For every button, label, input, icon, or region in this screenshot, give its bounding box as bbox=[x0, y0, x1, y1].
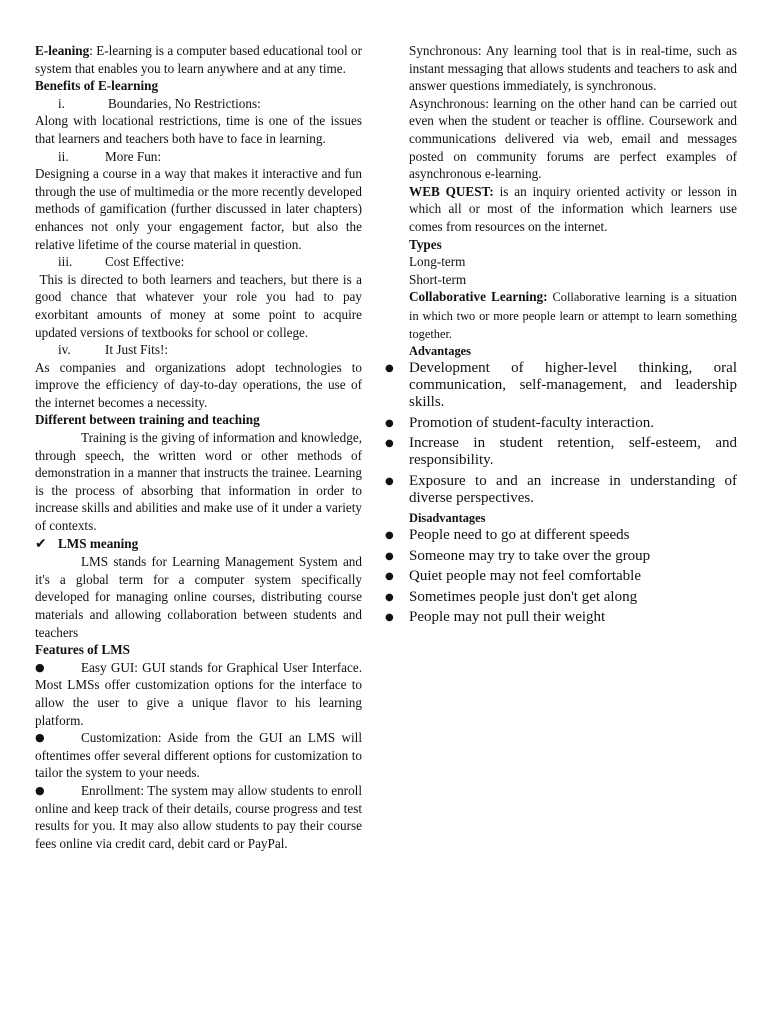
benefit-title: More Fun: bbox=[105, 148, 162, 164]
feature-text: Easy GUI: GUI stands for Graphical User Interface. Most LMSs offer customization options for the interface to allow the user to give a unique flavor to his learning platform. bbox=[35, 659, 362, 728]
collaborative-def-text: Collaborative learning is a situation in which two or more people learn or attempt to learn something together. bbox=[409, 290, 737, 341]
benefit-number: iii. bbox=[58, 254, 73, 270]
type-item: Short-term bbox=[409, 271, 467, 287]
right-column bbox=[385, 42, 737, 630]
feature-item bbox=[35, 659, 362, 729]
synchronous-text: Synchronous: Any learning tool that is in real-time, such as instant messaging that allows students and teachers to ask and answer questions immediately, is synchronous. bbox=[409, 43, 737, 94]
bullet-icon: ● bbox=[385, 363, 394, 375]
collaborative-definition bbox=[409, 288, 737, 343]
lms-heading-row bbox=[35, 535, 362, 554]
benefit-number: iv. bbox=[58, 342, 71, 358]
list-item bbox=[385, 547, 737, 565]
benefit-text: As companies and organizations adopt technologies to improve the efficiency of day-to-day operations, the use of the internet becomes a necessity. bbox=[35, 359, 362, 410]
list-item bbox=[385, 609, 737, 626]
feature-item bbox=[35, 782, 362, 852]
benefit-title: Cost Effective: bbox=[105, 254, 185, 270]
disadvantages-heading: Disadvantages bbox=[409, 511, 486, 526]
webquest-definition bbox=[409, 183, 737, 236]
list-item bbox=[385, 435, 737, 469]
disadvantage-text: People may not pull their weight bbox=[409, 609, 606, 626]
disadvantage-text: Sometimes people just don't get along bbox=[409, 588, 638, 605]
types-heading: Types bbox=[409, 236, 442, 252]
bullet-icon: ● bbox=[35, 660, 45, 674]
elearning-term: E-leaning bbox=[35, 43, 90, 58]
advantage-text: Increase in student retention, self-esteem, and responsibility. bbox=[409, 435, 737, 469]
bullet-icon: ● bbox=[385, 591, 394, 603]
left-column bbox=[35, 42, 366, 852]
webquest-term: WEB QUEST: bbox=[409, 183, 494, 199]
bullet-icon: ● bbox=[385, 475, 394, 487]
feature-text: Enrollment: The system may allow students to enroll online and keep track of their details, course progress and test results for you. It may also allow students to pay their course fees online via credit card, debit card or PayPal. bbox=[35, 782, 362, 851]
benefit-text: Designing a course in a way that makes it interactive and fun through the use of multimedia or the more recently developed methods of gamification (further discussed in later chapters) enhances not only your engagement factor, but also the relative lifetime of the course material in question. bbox=[35, 166, 362, 252]
webquest-def-text: is an inquiry oriented activity or lesson in which all or most of the information which learners use comes from resources on the internet. bbox=[409, 183, 737, 234]
bullet-icon: ● bbox=[385, 417, 394, 429]
features-heading: Features of LMS bbox=[35, 642, 130, 658]
bullet-icon: ● bbox=[385, 438, 394, 450]
disadvantage-text: Someone may try to take over the group bbox=[409, 547, 651, 564]
benefit-text: Along with locational restrictions, time is one of the issues that learners and teachers both have to face in learning. bbox=[35, 113, 362, 146]
benefit-number: ii. bbox=[58, 148, 69, 164]
benefits-heading: Benefits of E-learning bbox=[35, 78, 159, 94]
elearning-def-text: : E-learning is a computer based educational tool or system that enables you to learn anywhere and at any time. bbox=[35, 43, 362, 76]
advantage-text: Development of higher-level thinking, oral communication, self-management, and leadership skills. bbox=[409, 360, 737, 411]
benefit-number: i. bbox=[58, 95, 65, 111]
bullet-icon: ● bbox=[385, 571, 394, 583]
benefit-item-title bbox=[35, 253, 362, 271]
lms-text: LMS stands for Learning Management System and it's a global term for a computer system specifically developed for managing online courses, distributing course materials and allowing collaboration between students and teachers bbox=[35, 554, 362, 640]
bullet-icon: ● bbox=[385, 550, 394, 562]
feature-item bbox=[35, 729, 362, 782]
list-item bbox=[385, 414, 737, 432]
lms-heading: LMS meaning bbox=[58, 535, 139, 551]
checkmark-icon: ✔ bbox=[35, 535, 47, 552]
advantages-heading: Advantages bbox=[409, 343, 471, 358]
bullet-icon: ● bbox=[35, 783, 45, 797]
difference-text: Training is the giving of information and knowledge, through speech, the written word or other methods of demonstration in a manner that instructs the trainee. Learning is the process of absorbing that information in order to increase skills and abilities and make use of it under a variety of contexts. bbox=[35, 430, 362, 534]
disadvantage-text: Quiet people may not feel comfortable bbox=[409, 568, 641, 585]
disadvantage-text: People need to go at different speeds bbox=[409, 527, 630, 544]
feature-text: Customization: Aside from the GUI an LMS will oftentimes offer several different options for customization to tailor the system to your needs. bbox=[35, 730, 362, 781]
bullet-icon: ● bbox=[385, 612, 394, 624]
benefit-item-title bbox=[35, 148, 362, 166]
advantage-text: Promotion of student-faculty interaction. bbox=[409, 414, 654, 431]
benefit-text: This is directed to both learners and teachers, but there is a good chance that whatever your role you had to pay exorbitant amounts of money at some point to acquire updated versions of textbooks for school or college. bbox=[35, 271, 366, 340]
benefit-title: It Just Fits!: bbox=[105, 342, 169, 358]
elearning-definition bbox=[35, 42, 362, 77]
asynchronous-text: Asynchronous: learning on the other hand can be carried out even when the student or teacher is offline. Coursework and communications delivered via web, email and messages posted on community forums are perfect examples of asynchronous e-learning. bbox=[409, 95, 737, 182]
bullet-icon: ● bbox=[35, 731, 45, 745]
list-item bbox=[385, 360, 737, 411]
benefit-item-title bbox=[35, 95, 362, 113]
collaborative-term: Collaborative Learning: bbox=[409, 289, 548, 305]
bullet-icon: ● bbox=[385, 530, 394, 542]
advantage-text: Exposure to and an increase in understanding of diverse perspectives. bbox=[409, 472, 737, 506]
benefit-title: Boundaries, No Restrictions: bbox=[108, 95, 261, 111]
list-item bbox=[385, 588, 737, 606]
list-item bbox=[385, 568, 737, 585]
disadvantages-list bbox=[385, 527, 737, 626]
type-item: Long-term bbox=[409, 254, 466, 270]
list-item bbox=[385, 527, 737, 544]
benefit-item-title bbox=[35, 341, 362, 359]
advantages-list bbox=[385, 360, 737, 507]
difference-heading: Different between training and teaching bbox=[35, 412, 260, 428]
list-item bbox=[385, 472, 737, 507]
